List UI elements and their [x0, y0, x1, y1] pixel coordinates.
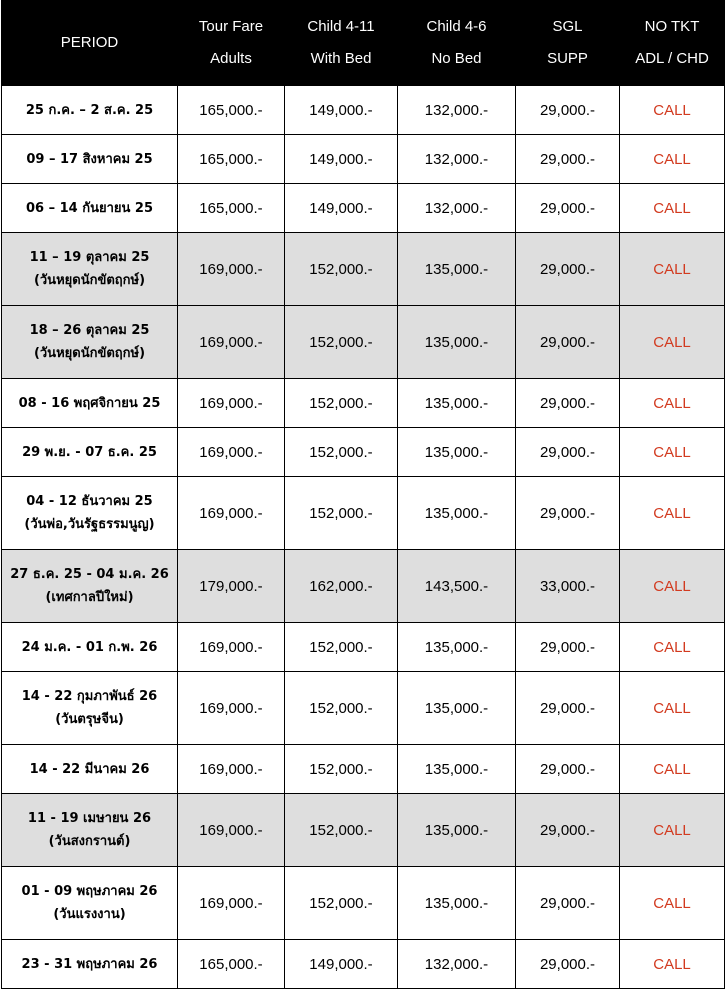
single-supplement-cell: 29,000.- [516, 379, 620, 428]
single-supplement-cell: 29,000.- [516, 306, 620, 379]
header-single-supplement: SGL SUPP [516, 1, 620, 86]
table-row [2, 86, 725, 135]
no-ticket-call-cell: CALL [620, 672, 725, 745]
single-supplement-cell: 29,000.- [516, 233, 620, 306]
child-no-bed-cell: 132,000.- [398, 940, 516, 989]
no-ticket-call-cell: CALL [620, 135, 725, 184]
adult-fare-cell: 169,000.- [178, 672, 285, 745]
period-cell: 18 – 26 ตุลาคม 25 (วันหยุดนักขัตฤกษ์) [2, 306, 178, 379]
child-no-bed-cell: 135,000.- [398, 306, 516, 379]
child-no-bed-cell: 135,000.- [398, 623, 516, 672]
child-with-bed-cell: 152,000.- [285, 672, 398, 745]
adult-fare-cell: 169,000.- [178, 306, 285, 379]
single-supplement-cell: 29,000.- [516, 623, 620, 672]
child-with-bed-cell: 149,000.- [285, 940, 398, 989]
table-row [2, 794, 725, 867]
table-row [2, 428, 725, 477]
child-no-bed-cell: 135,000.- [398, 672, 516, 745]
child-with-bed-cell: 152,000.- [285, 623, 398, 672]
table-row [2, 306, 725, 379]
table-row [2, 745, 725, 794]
adult-fare-cell: 169,000.- [178, 745, 285, 794]
period-cell: 01 - 09 พฤษภาคม 26 (วันแรงงาน) [2, 867, 178, 940]
period-cell: 06 – 14 กันยายน 25 [2, 184, 178, 233]
period-cell: 27 ธ.ค. 25 - 04 ม.ค. 26 (เทศกาลปีใหม่) [2, 550, 178, 623]
adult-fare-cell: 169,000.- [178, 867, 285, 940]
no-ticket-call-cell: CALL [620, 794, 725, 867]
adult-fare-cell: 165,000.- [178, 184, 285, 233]
no-ticket-call-cell: CALL [620, 550, 725, 623]
single-supplement-cell: 29,000.- [516, 184, 620, 233]
tour-price-table [1, 0, 725, 989]
table-row [2, 550, 725, 623]
period-cell: 14 - 22 กุมภาพันธ์ 26 (วันตรุษจีน) [2, 672, 178, 745]
period-cell: 29 พ.ย. - 07 ธ.ค. 25 [2, 428, 178, 477]
adult-fare-cell: 165,000.- [178, 940, 285, 989]
child-with-bed-cell: 152,000.- [285, 379, 398, 428]
period-cell: 09 – 17 สิงหาคม 25 [2, 135, 178, 184]
child-no-bed-cell: 135,000.- [398, 477, 516, 550]
header-child-with-bed: Child 4-11 With Bed [285, 1, 398, 86]
single-supplement-cell: 29,000.- [516, 672, 620, 745]
no-ticket-call-cell: CALL [620, 86, 725, 135]
adult-fare-cell: 165,000.- [178, 86, 285, 135]
no-ticket-call-cell: CALL [620, 428, 725, 477]
child-with-bed-cell: 152,000.- [285, 233, 398, 306]
table-row [2, 184, 725, 233]
no-ticket-call-cell: CALL [620, 379, 725, 428]
table-row [2, 379, 725, 428]
single-supplement-cell: 29,000.- [516, 867, 620, 940]
child-with-bed-cell: 149,000.- [285, 184, 398, 233]
child-no-bed-cell: 135,000.- [398, 233, 516, 306]
period-cell: 08 - 16 พฤศจิกายน 25 [2, 379, 178, 428]
table-row [2, 867, 725, 940]
no-ticket-call-cell: CALL [620, 623, 725, 672]
period-cell: 24 ม.ค. - 01 ก.พ. 26 [2, 623, 178, 672]
single-supplement-cell: 29,000.- [516, 135, 620, 184]
header-child-no-bed: Child 4-6 No Bed [398, 1, 516, 86]
period-cell: 11 – 19 ตุลาคม 25 (วันหยุดนักขัตฤกษ์) [2, 233, 178, 306]
child-with-bed-cell: 152,000.- [285, 867, 398, 940]
child-with-bed-cell: 162,000.- [285, 550, 398, 623]
single-supplement-cell: 29,000.- [516, 794, 620, 867]
no-ticket-call-cell: CALL [620, 184, 725, 233]
adult-fare-cell: 169,000.- [178, 428, 285, 477]
table-row [2, 623, 725, 672]
no-ticket-call-cell: CALL [620, 745, 725, 794]
period-cell: 23 - 31 พฤษภาคม 26 [2, 940, 178, 989]
table-row [2, 477, 725, 550]
adult-fare-cell: 169,000.- [178, 379, 285, 428]
header-adult: Tour Fare Adults [178, 1, 285, 86]
period-cell: 11 - 19 เมษายน 26 (วันสงกรานต์) [2, 794, 178, 867]
adult-fare-cell: 169,000.- [178, 794, 285, 867]
table-row [2, 940, 725, 989]
period-cell: 14 - 22 มีนาคม 26 [2, 745, 178, 794]
header-period: PERIOD [2, 1, 178, 86]
child-no-bed-cell: 135,000.- [398, 867, 516, 940]
child-with-bed-cell: 149,000.- [285, 135, 398, 184]
table-row [2, 233, 725, 306]
period-cell: 25 ก.ค. – 2 ส.ค. 25 [2, 86, 178, 135]
table-body [2, 86, 725, 989]
adult-fare-cell: 169,000.- [178, 233, 285, 306]
child-with-bed-cell: 152,000.- [285, 477, 398, 550]
header-no-ticket: NO TKT ADL / CHD [620, 1, 725, 86]
child-with-bed-cell: 152,000.- [285, 306, 398, 379]
no-ticket-call-cell: CALL [620, 233, 725, 306]
period-cell: 04 - 12 ธันวาคม 25 (วันพ่อ,วันรัฐธรรมนูญ) [2, 477, 178, 550]
no-ticket-call-cell: CALL [620, 477, 725, 550]
table-row [2, 135, 725, 184]
single-supplement-cell: 29,000.- [516, 477, 620, 550]
child-no-bed-cell: 135,000.- [398, 379, 516, 428]
child-with-bed-cell: 152,000.- [285, 794, 398, 867]
no-ticket-call-cell: CALL [620, 867, 725, 940]
table-row [2, 672, 725, 745]
child-no-bed-cell: 135,000.- [398, 428, 516, 477]
single-supplement-cell: 29,000.- [516, 940, 620, 989]
child-no-bed-cell: 143,500.- [398, 550, 516, 623]
child-no-bed-cell: 135,000.- [398, 794, 516, 867]
adult-fare-cell: 169,000.- [178, 477, 285, 550]
header-row [2, 1, 725, 86]
single-supplement-cell: 29,000.- [516, 86, 620, 135]
child-no-bed-cell: 135,000.- [398, 745, 516, 794]
child-no-bed-cell: 132,000.- [398, 135, 516, 184]
adult-fare-cell: 169,000.- [178, 623, 285, 672]
child-with-bed-cell: 149,000.- [285, 86, 398, 135]
child-no-bed-cell: 132,000.- [398, 184, 516, 233]
child-no-bed-cell: 132,000.- [398, 86, 516, 135]
no-ticket-call-cell: CALL [620, 940, 725, 989]
single-supplement-cell: 29,000.- [516, 745, 620, 794]
single-supplement-cell: 33,000.- [516, 550, 620, 623]
no-ticket-call-cell: CALL [620, 306, 725, 379]
adult-fare-cell: 165,000.- [178, 135, 285, 184]
child-with-bed-cell: 152,000.- [285, 745, 398, 794]
adult-fare-cell: 179,000.- [178, 550, 285, 623]
child-with-bed-cell: 152,000.- [285, 428, 398, 477]
single-supplement-cell: 29,000.- [516, 428, 620, 477]
